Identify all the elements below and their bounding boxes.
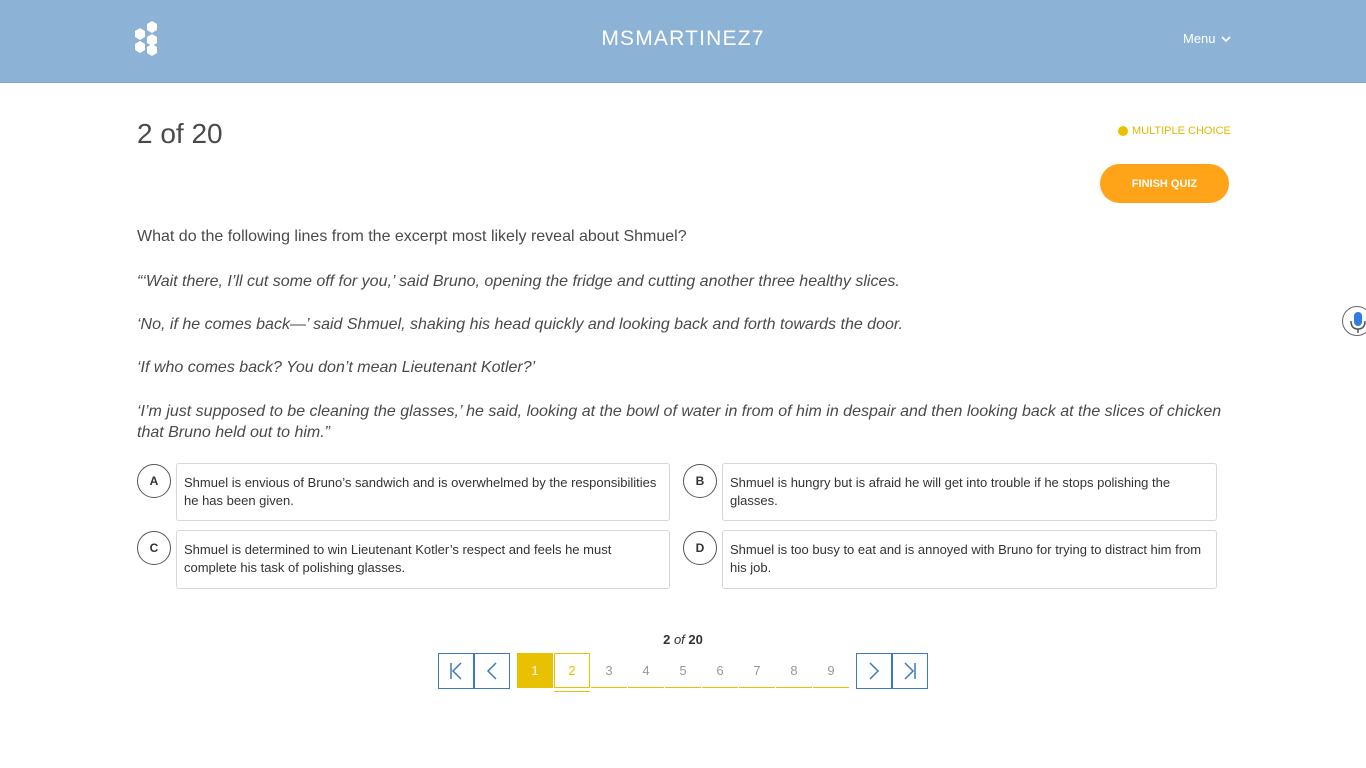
first-page-icon (448, 662, 464, 680)
excerpt-line: ‘I’m just supposed to be cleaning the glasses,’ he said, looking at the bowl of water in from of him in despair and then looking back at the slices of chicken that Bruno held out to him.” (137, 403, 1222, 441)
option-c-answer[interactable]: Shmuel is determined to win Lieutenant Kotler’s respect and feels he must complete his task of polishing glasses. (176, 530, 670, 589)
site-title: MSMARTINEZ7 (601, 27, 765, 50)
option-d-answer[interactable]: Shmuel is too busy to eat and is annoyed with Bruno for trying to distract him from his job. (722, 530, 1217, 589)
pager-total: 20 (688, 632, 703, 647)
microphone-button[interactable] (1342, 306, 1366, 336)
previous-page-button[interactable] (474, 653, 510, 689)
chevron-right-icon (867, 662, 881, 680)
page-button-8[interactable]: 8 (776, 653, 812, 688)
question-prompt: What do the following lines from the excerpt most likely reveal about Shmuel? (137, 228, 687, 245)
option-a-radio[interactable]: A (137, 464, 171, 498)
chevron-left-icon (485, 662, 499, 680)
excerpt-line: “‘Wait there, I’ll cut some off for you,’ said Bruno, opening the fridge and cutting another three healthy slices. (137, 273, 900, 290)
pager-of: of (673, 632, 685, 647)
excerpt-line: ‘If who comes back? You don’t mean Lieutenant Kotler?’ (137, 359, 536, 376)
option-c-radio[interactable]: C (137, 531, 171, 565)
question-type-dot-icon (1118, 126, 1128, 136)
next-page-button[interactable] (856, 653, 892, 689)
menu-label: Menu (1183, 31, 1216, 46)
pager-count (0, 632, 1366, 647)
current-page-underline (554, 691, 590, 692)
page-button-4[interactable]: 4 (628, 653, 664, 688)
pager-current: 2 (663, 632, 671, 647)
question-type-badge (1118, 125, 1231, 137)
page-button-6[interactable]: 6 (702, 653, 738, 688)
page-button-2[interactable]: 2 (554, 653, 590, 688)
option-b-answer[interactable]: Shmuel is hungry but is afraid he will get into trouble if he stops polishing the glasses. (722, 463, 1217, 521)
microphone-icon (1343, 307, 1366, 336)
page-button-9[interactable]: 9 (813, 653, 849, 688)
menu-button[interactable] (1183, 31, 1231, 46)
chevron-down-icon (1221, 36, 1231, 43)
page-button-7[interactable]: 7 (739, 653, 775, 688)
option-b-radio[interactable]: B (683, 464, 717, 498)
page-button-3[interactable]: 3 (591, 653, 627, 688)
excerpt-line: ‘No, if he comes back—’ said Shmuel, shaking his head quickly and looking back and forth towards the door. (137, 316, 904, 333)
top-header (0, 0, 1366, 83)
option-a-answer[interactable]: Shmuel is envious of Bruno’s sandwich and is overwhelmed by the responsibilities he has been given. (176, 463, 670, 521)
last-page-icon (902, 662, 918, 680)
first-page-button[interactable] (438, 653, 474, 689)
question-type-label: MULTIPLE CHOICE (1132, 125, 1231, 137)
page-button-5[interactable]: 5 (665, 653, 701, 688)
page-button-1[interactable]: 1 (517, 653, 553, 688)
question-progress-title: 2 of 20 (137, 118, 223, 149)
last-page-button[interactable] (892, 653, 928, 689)
option-d-radio[interactable]: D (683, 531, 717, 565)
finish-quiz-button[interactable]: FINISH QUIZ (1100, 164, 1229, 203)
